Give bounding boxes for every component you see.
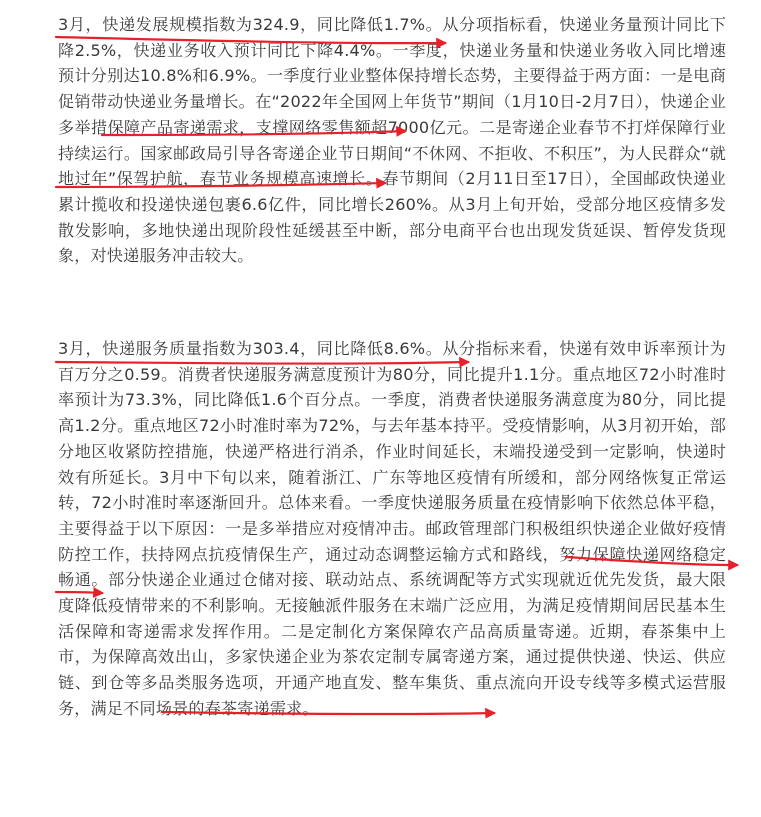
paragraph-express-scale-index: [58, 12, 726, 269]
highlight-scale-index-lead: 3月，快递发展规模指数为324.9，同比降低1.7%。: [58, 15, 443, 34]
paragraph-text: 国家邮政局引导各寄递企业节日期间“不休网、不拒收、不积压”，为人民群众“就地过年”保驾护航，春节业务规模高速增长。春节期间（2月11日至17日），全国邮政快递业累计揽收和投递快递包裹6.6亿件，同比增长260%。从3月上旬开始，受部分地区疫情多发散发影响，多地快递出现阶段性延缓甚至中断，部分电商平台也出现发货延误、暂停发货现象，对快递服务冲击较大。: [58, 143, 727, 266]
highlight-ecommerce-promotion: 一是电商促销带动快递业务量增长。: [58, 66, 726, 112]
paragraph-text: 近期，春茶集中上市，为保障高效出山，多家快递企业为茶农定制专属寄递方案，通过提供快递、快运、供应链、到仓等多品类服务选项，开通产地直发、整车集货、重点流向开设专线等多模式运营服务，满足不同场景的春茶寄递需求。: [58, 621, 726, 718]
highlight-spring-festival-operation: 二是寄递企业春节不打烊保障行业持续运行。: [58, 117, 726, 163]
paragraph-text: 邮政管理部门积极组织快递企业做好疫情防控工作，扶持网点抗疫情保生产，通过动态调整运输方式和路线，努力保障快递网络稳定畅通。部分快递企业通过仓储对接、联动站点、系统调配等方式实现就近优先发货，最大限度降低疫情带来的不利影响。无接触派件服务在末端广泛应用，为满足疫情期间居民基本生活保障和寄递需求发挥作用。: [58, 518, 727, 641]
highlight-quality-index-lead: 3月，快递服务质量指数为303.4，同比降低8.6%。: [58, 339, 443, 358]
paragraph-text: 从分指标来看，快递有效申诉率预计为百万分之0.59。消费者快递服务满意度预计为80分，同比提升1.1分。重点地区72小时准时率预计为73.3%，同比降低1.6个百分点。一季度，消费者快递服务满意度为80分，同比提高1.2分。重点地区72小时准时率为72%，与去年基本持平。受疫情影响，从3月初开始，部分地区收紧防控措施，快递严格进行消杀，作业时间延长，末端投递受到一定影响，快递时效有所延长。3月中下旬以来，随着浙江、广东等地区疫情有所缓和，部分网络恢复正常运转，72小时准时率逐渐回升。总体来看。一季度快递服务质量在疫情影响下依然总体平稳，主要得益于以下原因：: [58, 339, 726, 538]
highlight-agricultural-delivery: 二是定制化方案保障农产品高质量寄递。: [280, 621, 590, 641]
paragraph-express-quality-index: [58, 336, 726, 722]
paragraph-text: 在“2022年全国网上年货节”期间（1月10日-2月7日），快递企业多举措保障产品寄递需求，支撑网络零售额超7000亿元。: [58, 92, 726, 137]
highlight-epidemic-response: 一是多举措应对疫情冲击。: [225, 518, 426, 538]
paragraph-text: 从分项指标看，快递业务量预计同比下降2.5%，快递业务收入预计同比下降4.4%。一季度，快递业务量和快递业务收入同比增速预计分别达10.8%和6.9%。一季度行业业整体保持增长态势，主要得益于两方面：: [58, 15, 726, 86]
